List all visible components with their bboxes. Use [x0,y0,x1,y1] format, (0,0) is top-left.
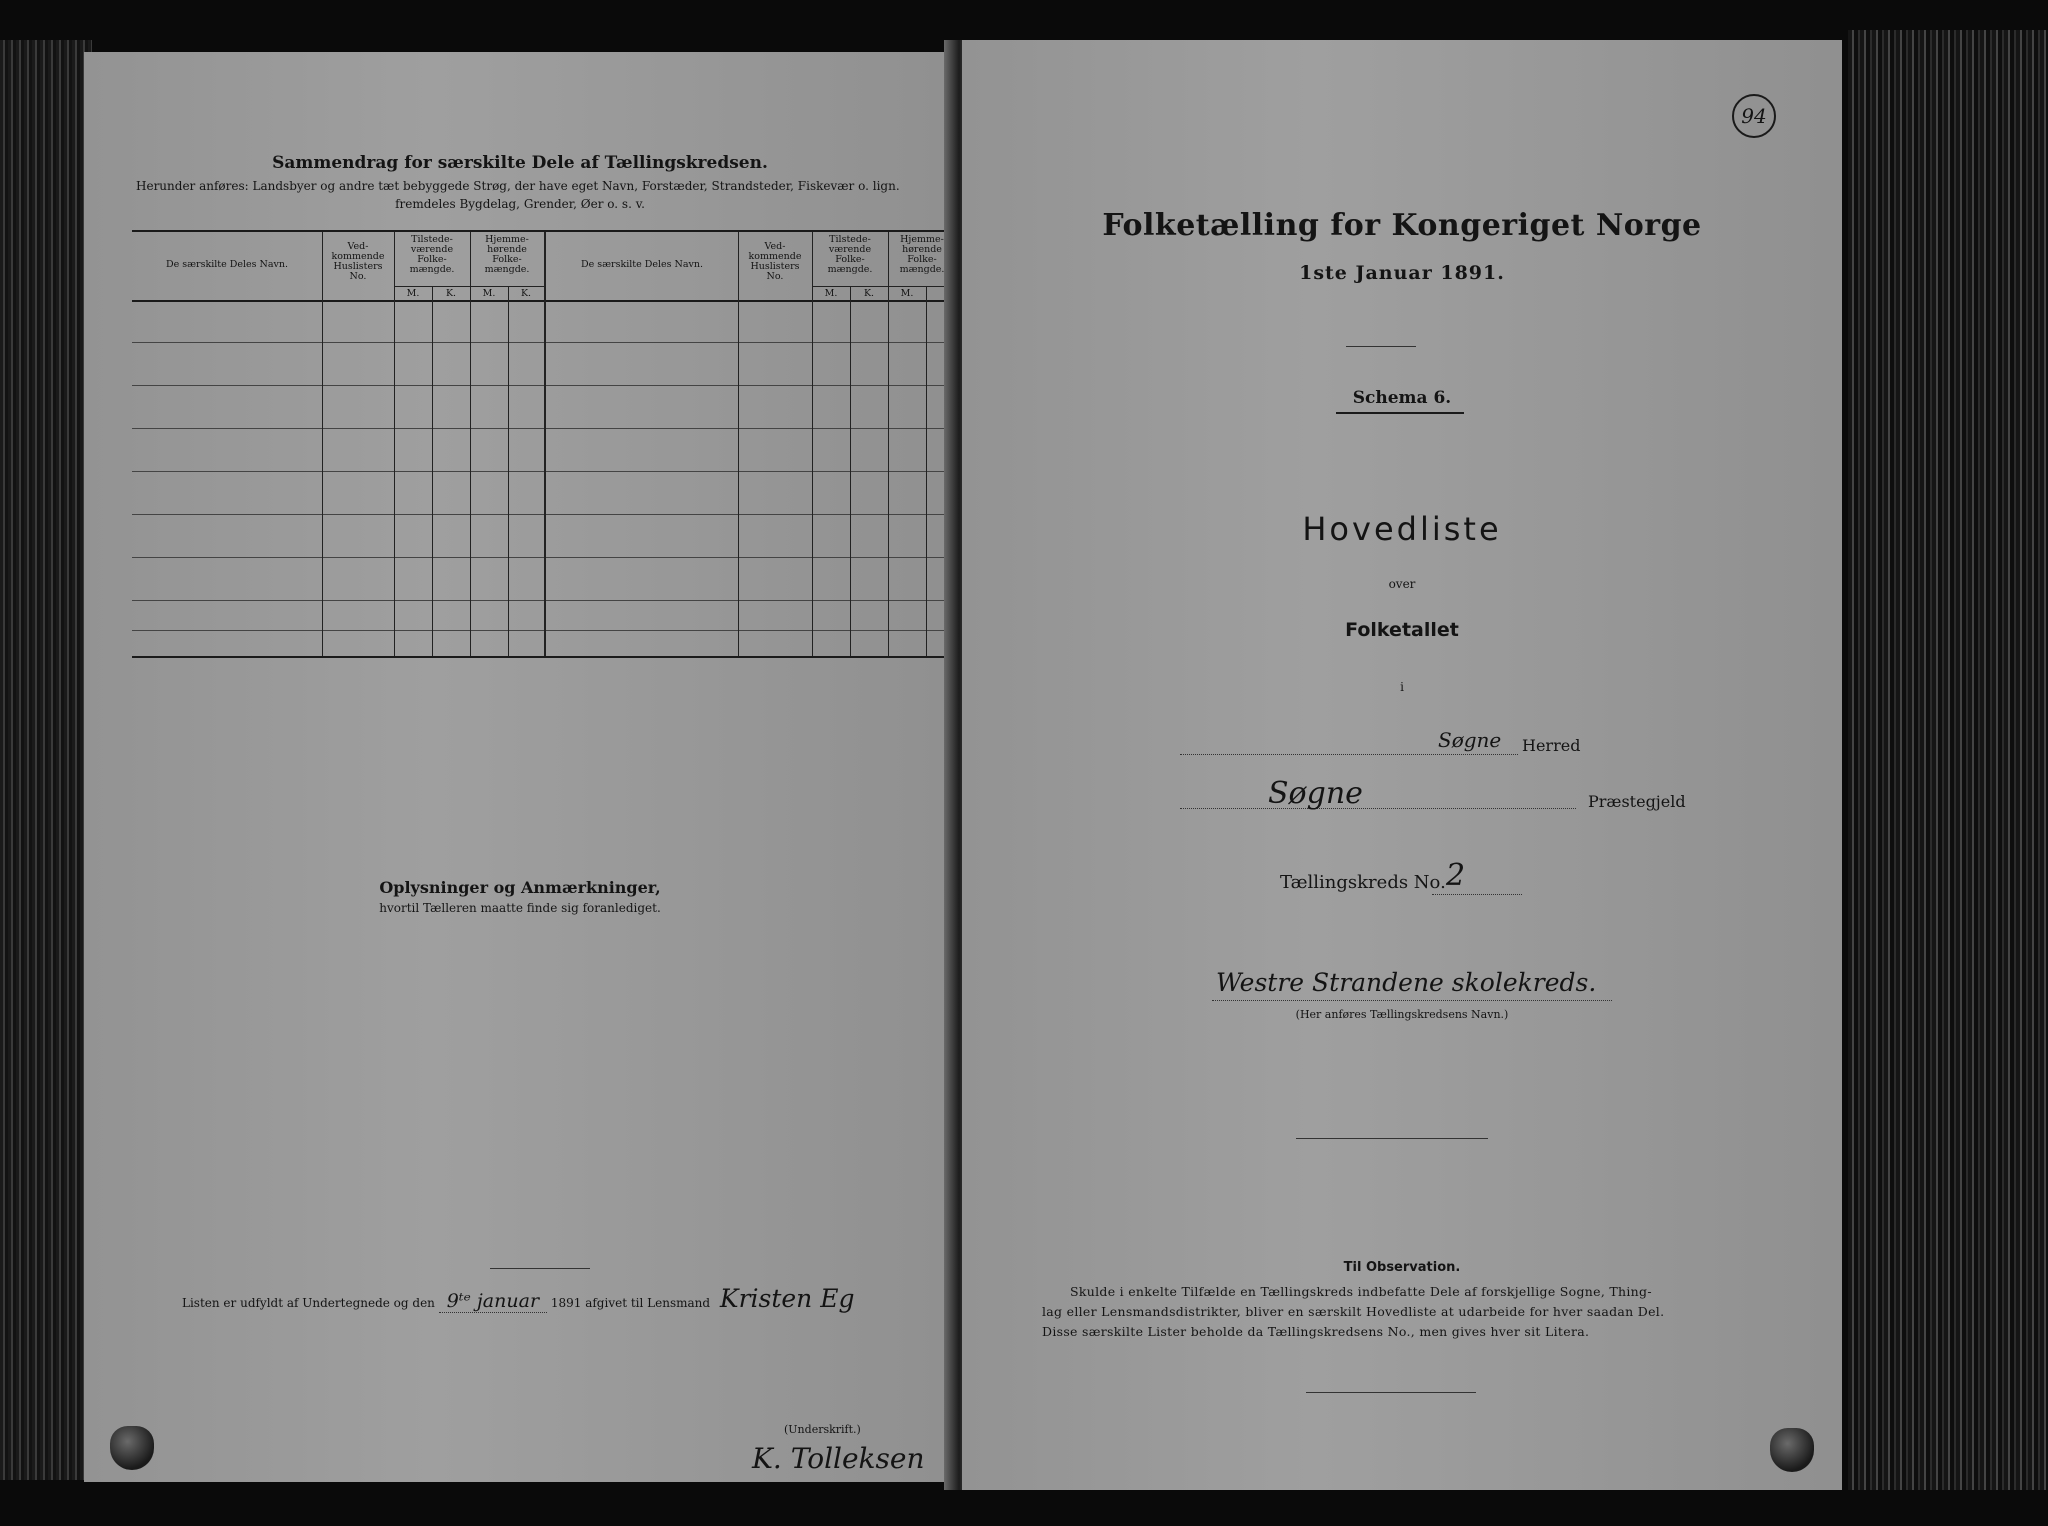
header-m: M. [406,288,420,299]
listen-text-2: 1891 afgivet til Lensmand [550,1296,711,1310]
handwritten-date: 9ᵗᵉ januar [439,1290,547,1313]
kreds-name-value: Westre Strandene skolekreds. [1216,968,1597,997]
header-hjemme: Hjemme- hørende Folke- mængde. [484,234,530,275]
kreds-name-dotline [1212,1000,1612,1001]
over-word: over [1388,577,1416,591]
prestegjeld-label: Præstegjeld [1588,792,1686,811]
separator-rule [490,1268,590,1269]
header-name: De særskilte Deles Navn. [580,259,704,270]
header-k: K. [863,288,875,299]
observation-line: Skulde i enkelte Tilfælde en Tællingskreds indbefatte Dele af forskjellige Sogne, Thing- [1070,1284,1652,1299]
mk-subheader-rule [394,286,544,287]
table-col-line [926,286,927,656]
header-huslister: Ved- kommende Huslisters No. [331,241,385,282]
header-tilstede: Tilstede- værende Folke- mængde. [409,234,455,275]
summary-subtitle-1: Herunder anføres: Landsbyer og andre tæt bebyggede Strøg, der have eget Navn, Forstæder, Strandsteder, Fiskevær o. lign. [136,179,900,193]
herred-label: Herred [1522,736,1581,755]
kreds-value: 2 [1446,858,1466,893]
summary-subtitle-2: fremdeles Bygdelag, Grender, Øer o. s. v. [395,197,645,211]
prestegjeld-value: Søgne [1268,776,1363,811]
book-clasp [1770,1428,1814,1472]
listen-line [182,1284,962,1313]
listen-text-1: Listen er udfyldt af Undertegnede og den [182,1296,435,1310]
table-col-line [432,286,433,656]
oplysninger-title: Oplysninger og Anmærkninger, [379,878,661,897]
header-tilstede: Tilstede- værende Folke- mængde. [827,234,873,275]
table-col-line [738,232,739,656]
herred-value: Søgne [1438,728,1502,752]
schema-underline [1336,412,1464,414]
mk-subheader-rule [812,286,956,287]
book-edge-left [0,40,92,1480]
header-name: De særskilte Deles Navn. [165,259,289,270]
kreds-dotline [1432,894,1522,895]
header-m: M. [482,288,496,299]
observation-line: Disse særskilte Lister beholde da Tællingskredsens No., men gives hver sit Litera. [1042,1324,1590,1339]
underskrift-label: (Underskrift.) [784,1423,861,1436]
herred-dotline [1180,754,1518,755]
book-clasp [110,1426,154,1470]
header-k: K. [520,288,532,299]
page-number: 94 [1732,94,1776,138]
main-title: Folketælling for Kongeriget Norge [1102,208,1702,243]
table-middle-divider [544,232,546,656]
table-col-line [850,286,851,656]
left-page [84,52,956,1482]
book-edge-right [1848,30,2048,1490]
observation-line: lag eller Lensmandsdistrikter, bliver en særskilt Hovedliste at udarbeide for hver saadan Del. [1042,1304,1665,1319]
header-k: K. [445,288,457,299]
header-huslister: Ved- kommende Huslisters No. [748,241,802,282]
observation-title: Til Observation. [1343,1260,1461,1275]
header-m: M. [900,288,914,299]
schema-number: Schema 6. [1352,388,1452,408]
table-col-line [508,286,509,656]
right-page [962,40,1842,1490]
header-m: M. [824,288,838,299]
hovedliste-heading: Hovedliste [1302,510,1502,548]
census-date: 1ste Januar 1891. [1299,262,1505,284]
table-col-line [322,232,323,656]
kreds-name-hint: (Her anføres Tællingskredsens Navn.) [1295,1008,1509,1021]
handwritten-signature: K. Tolleksen [752,1442,925,1475]
summary-table [132,230,956,658]
separator-rule [1346,346,1416,347]
separator-rule [1296,1138,1488,1139]
oplysninger-subtitle: hvortil Tælleren maatte finde sig foranlediget. [379,901,661,915]
prestegjeld-dotline [1180,808,1576,809]
summary-title: Sammendrag for særskilte Dele af Tællingskredsen. [272,153,768,173]
kreds-label: Tællingskreds No. [1280,872,1446,893]
handwritten-lensmand: Kristen Eg [719,1284,855,1313]
separator-rule [1306,1392,1476,1393]
folketallet-heading: Folketallet [1345,619,1459,641]
i-word: i [1400,680,1404,694]
header-hjemme: Hjemme- hørende Folke- mængde. [899,234,945,275]
